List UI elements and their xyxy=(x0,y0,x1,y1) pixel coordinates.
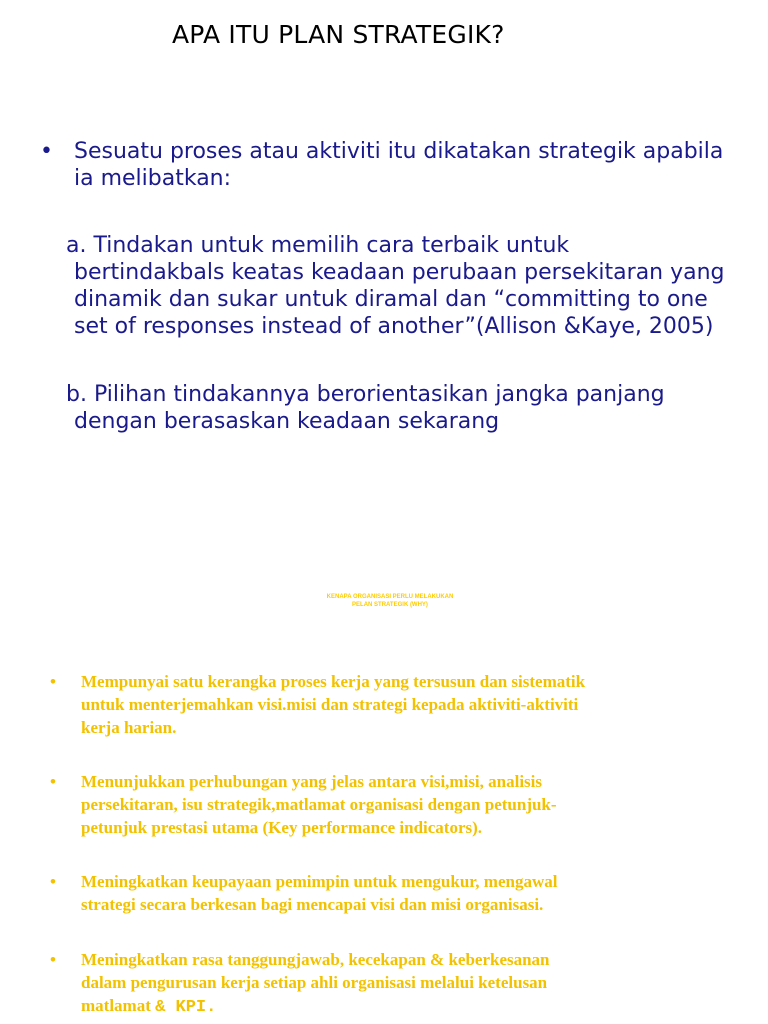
why-item-line: petunjuk prestasi utama (Key performance indicators). xyxy=(81,818,483,837)
bullet-marker: • xyxy=(50,672,56,691)
section-heading xyxy=(240,593,540,609)
why-item-line: kerja harian. xyxy=(81,718,177,737)
why-item-text-segment: matlamat xyxy=(81,996,156,1015)
section-heading-line: KENAPA ORGANISASI PERLU MELAKUKAN xyxy=(326,594,454,600)
sub-item-first-line: a. Tindakan untuk memilih cara terbaik untuk xyxy=(66,233,570,258)
bullet-marker: • xyxy=(50,872,56,891)
why-item-text xyxy=(81,948,721,1019)
sub-item-line: set of responses instead of another”(Allison &Kaye, 2005) xyxy=(74,314,714,339)
why-item-line: Meningkatkan keupayaan pemimpin untuk mengukur, mengawal xyxy=(81,872,558,891)
sub-item-line: dengan berasaskan keadaan sekarang xyxy=(74,409,500,434)
sub-item-a xyxy=(66,232,756,340)
main-bullet-line: ia melibatkan: xyxy=(74,166,232,191)
bullet-marker: • xyxy=(40,139,53,164)
section-heading-line: PELAN STRATEGIK (WHY) xyxy=(352,602,428,608)
why-item-line: strategi secara berkesan bagi mencapai visi dan misi organisasi. xyxy=(81,895,544,914)
why-item-line: dalam pengurusan kerja setiap ahli organisasi melalui ketelusan xyxy=(81,973,548,992)
why-item-line: untuk menterjemahkan visi.misi dan strategi kepada aktiviti-aktiviti xyxy=(81,695,579,714)
sub-item-first-line: b. Pilihan tindakannya berorientasikan jangka panjang xyxy=(66,382,665,407)
bullet-marker: • xyxy=(50,772,56,791)
why-item-text xyxy=(81,770,721,839)
main-bullet-text xyxy=(74,138,764,192)
sub-item-line: dinamik dan sukar untuk diramal dan “committing to one xyxy=(74,287,708,312)
sub-item-line: bertindakbals keatas keadaan perubaan persekitaran yang xyxy=(74,260,725,285)
why-item-text xyxy=(81,870,721,916)
bullet-marker: • xyxy=(50,950,56,969)
why-item-line: persekitaran, isu strategik,matlamat organisasi dengan petunjuk- xyxy=(81,795,557,814)
why-item-mono-segment: & KPI. xyxy=(155,998,217,1017)
why-item-text xyxy=(81,670,721,739)
why-item-line: Mempunyai satu kerangka proses kerja yang tersusun dan sistematik xyxy=(81,672,586,691)
sub-item-b xyxy=(66,381,756,435)
why-item-line: Menunjukkan perhubungan yang jelas antara visi,misi, analisis xyxy=(81,772,543,791)
page-title: APA ITU PLAN STRATEGIK? xyxy=(172,20,505,49)
main-bullet-line: Sesuatu proses atau aktiviti itu dikatakan strategik apabila xyxy=(74,139,724,164)
why-item-line: Meningkatkan rasa tanggungjawab, kecekapan & keberkesanan xyxy=(81,950,550,969)
why-item-line xyxy=(81,994,721,1019)
